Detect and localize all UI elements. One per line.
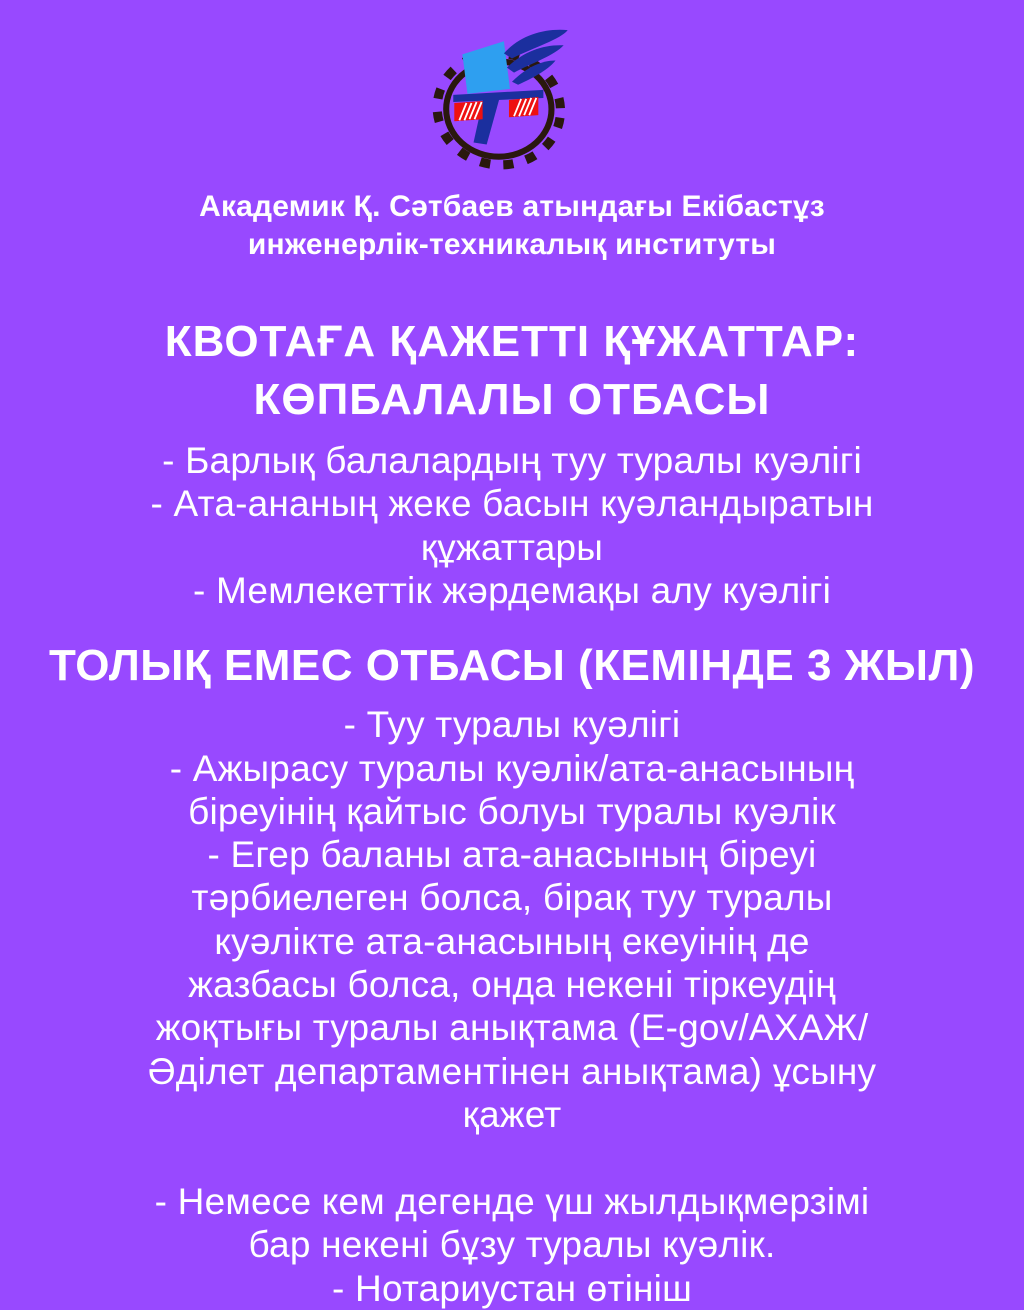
title-line1: КВОТАҒА ҚАЖЕТТІ ҚҰЖАТТАР: — [164, 317, 860, 366]
institute-name-line2: инженерлік-техникалық институты — [247, 227, 777, 261]
list-item: - Немесе кем дегенде үш жылдықмерзімі бар некені бұзу туралы куәлік. — [154, 1181, 870, 1266]
institute-logo-icon — [431, 26, 593, 178]
logo-parallelogram — [462, 41, 510, 94]
poster-title — [165, 313, 859, 429]
list-item: - Барлық балалардың туу туралы куәлігі — [162, 440, 862, 482]
list-item: - Егер баланы ата-анасының біреуі тәрбиелеген болса, бірақ туу туралы куәлікте ата-анасының екеуінің де жазбасы болса, онда некені тіркеудің жоқтығы туралы анықтама (E-gov/АХАЖ/Әділет департаментінен анықтама) ұсыну қажет — [147, 834, 877, 1135]
footer-list — [142, 1180, 882, 1310]
title-line2: КӨПБАЛАЛЫ ОТБАСЫ — [253, 375, 771, 425]
list-item: - Мемлекеттік жәрдемақы алу куәлігі — [192, 570, 831, 611]
list-item: - Нотариустан өтініш — [332, 1267, 692, 1309]
list-item: - Ата-ананың жеке басын куәландыратын құжаттары — [150, 483, 874, 568]
institute-name — [199, 188, 825, 263]
list-item: - Ажырасу туралы куәлік/ата-анасының біреуінің қайтыс болуы туралы куәлік — [169, 747, 855, 832]
single-parent-heading: ТОЛЫҚ ЕМЕС ОТБАСЫ (КЕМІНДЕ 3 ЖЫЛ) — [48, 641, 976, 691]
institute-name-line1: Академик Қ. Сәтбаев атындағы Екібастұз — [199, 190, 825, 223]
single-parent-list — [142, 703, 882, 1136]
many-children-list — [142, 439, 882, 612]
list-item: - Туу туралы куәлігі — [343, 704, 681, 746]
